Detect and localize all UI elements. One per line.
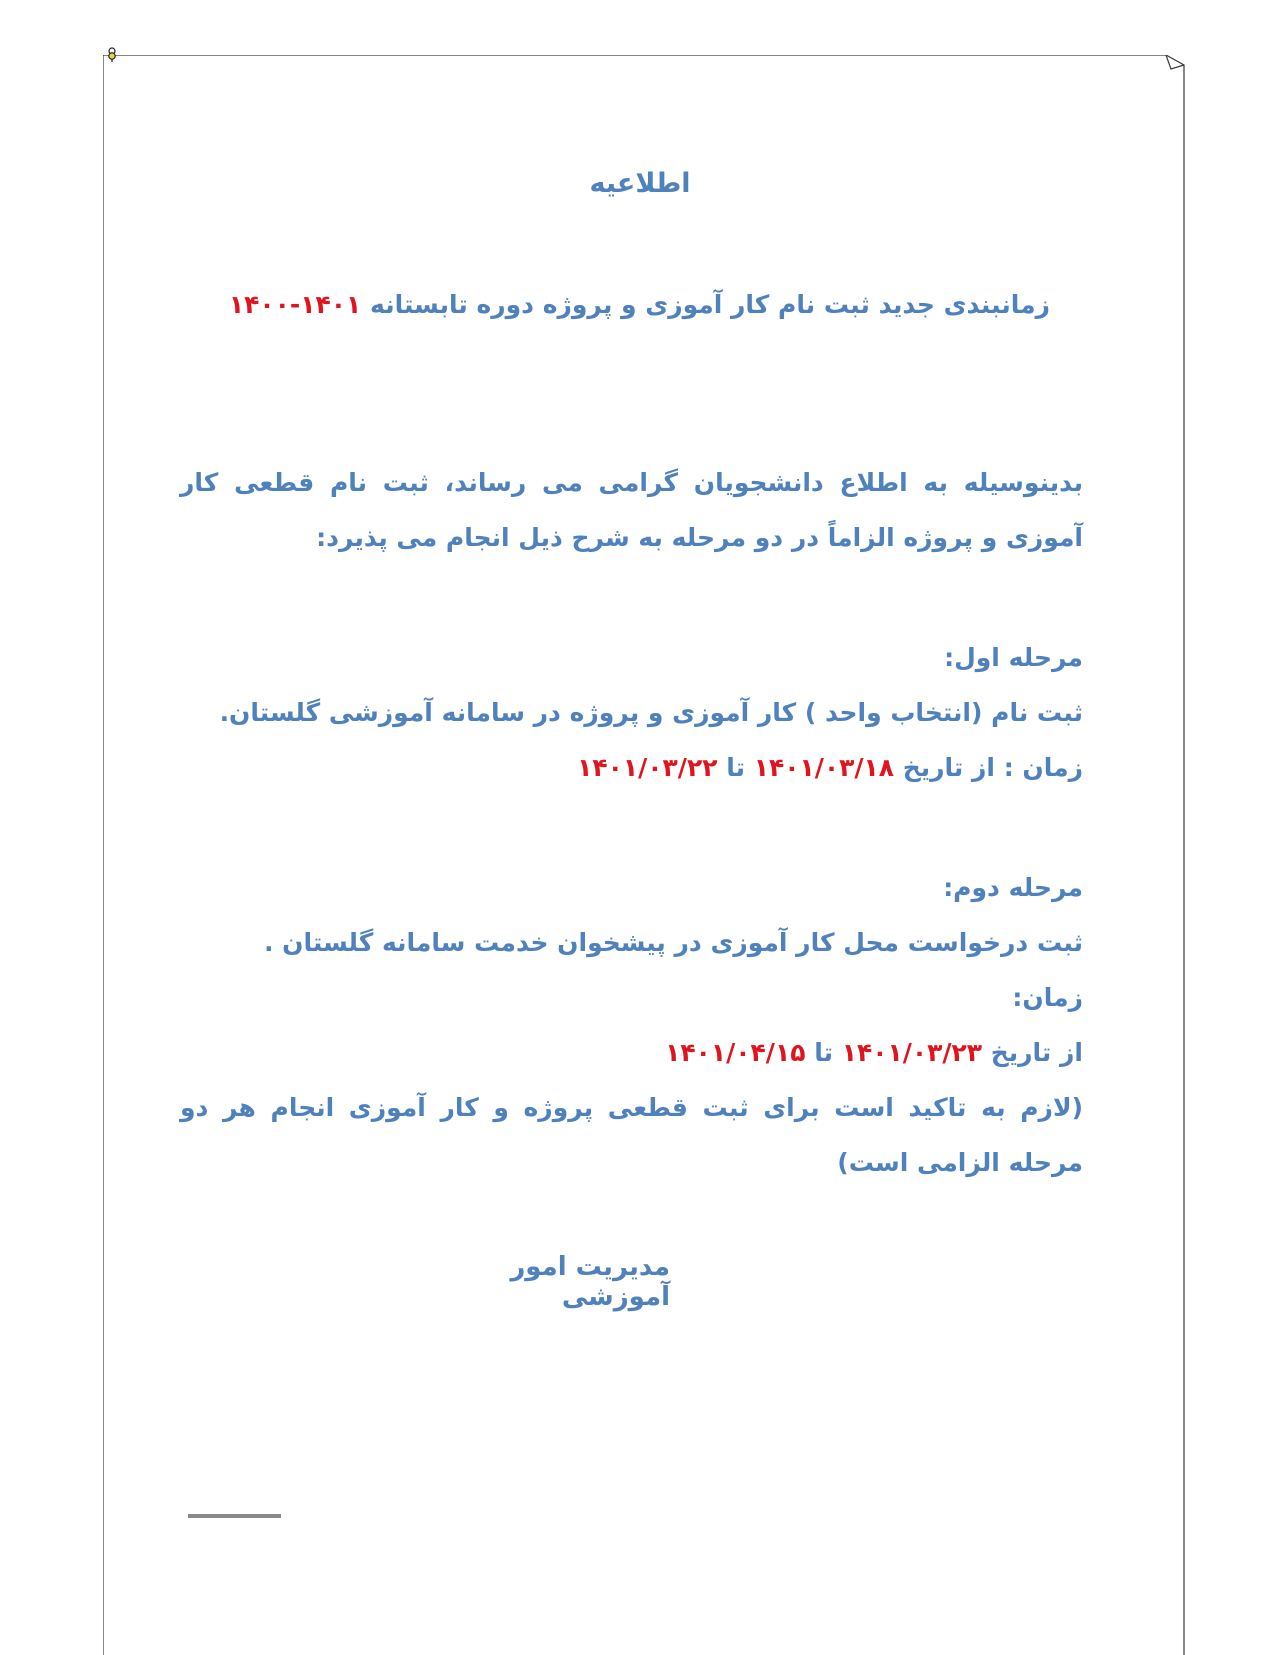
stage-2-note: (لازم به تاکید است برای ثبت قطعی پروژه و کار آموزی انجام هر دو مرحله الزامی است) (180, 1093, 1083, 1177)
stage-1-heading: مرحله اول: (944, 643, 1083, 672)
subtitle-year: ۱۴۰۱-۱۴۰۰ (228, 290, 362, 319)
stage-2-to: تا (814, 1038, 833, 1067)
stage-2-section (180, 860, 1083, 1190)
anchor-icon (106, 47, 118, 63)
signature: مدیریت امور آموزشی (510, 1252, 670, 1312)
stage-2-time-label: زمان: (1012, 983, 1083, 1012)
subtitle-text: زمانبندی جدید ثبت نام کار آموزی و پروژه دوره تابستانه (370, 290, 1050, 319)
stage-1-description: ثبت نام (انتخاب واحد ) کار آموزی و پروژه در سامانه آموزشی گلستان. (219, 698, 1083, 727)
stage-1-to: تا (726, 753, 745, 782)
notice-title: اطلاعیه (589, 168, 691, 199)
stage-1-time (180, 740, 1083, 795)
stage-2-start-date: ۱۴۰۱/۰۳/۲۳ (841, 1038, 983, 1067)
stage-2-description: ثبت درخواست محل کار آموزی در پیشخوان خدمت سامانه گلستان . (263, 928, 1083, 957)
stage-1-start-date: ۱۴۰۱/۰۳/۱۸ (753, 753, 895, 782)
stage-1-end-date: ۱۴۰۱/۰۳/۲۲ (577, 753, 718, 782)
footnote-separator (188, 1514, 281, 1518)
stage-1-section (180, 630, 1083, 795)
notice-subtitle (180, 290, 1050, 319)
stage-2-heading: مرحله دوم: (943, 873, 1083, 902)
stage-2-from-label: از تاریخ (990, 1038, 1083, 1067)
stage-2-dates (180, 1025, 1083, 1080)
intro-paragraph: بدینوسیله به اطلاع دانشجویان گرامی می رساند، ثبت نام قطعی کار آموزی و پروژه الزاماً در دو مرحله به شرح ذیل انجام می پذیرد: (180, 468, 1083, 552)
stage-1-time-label: زمان : از تاریخ (902, 753, 1083, 782)
stage-2-end-date: ۱۴۰۱/۰۴/۱۵ (665, 1038, 806, 1067)
